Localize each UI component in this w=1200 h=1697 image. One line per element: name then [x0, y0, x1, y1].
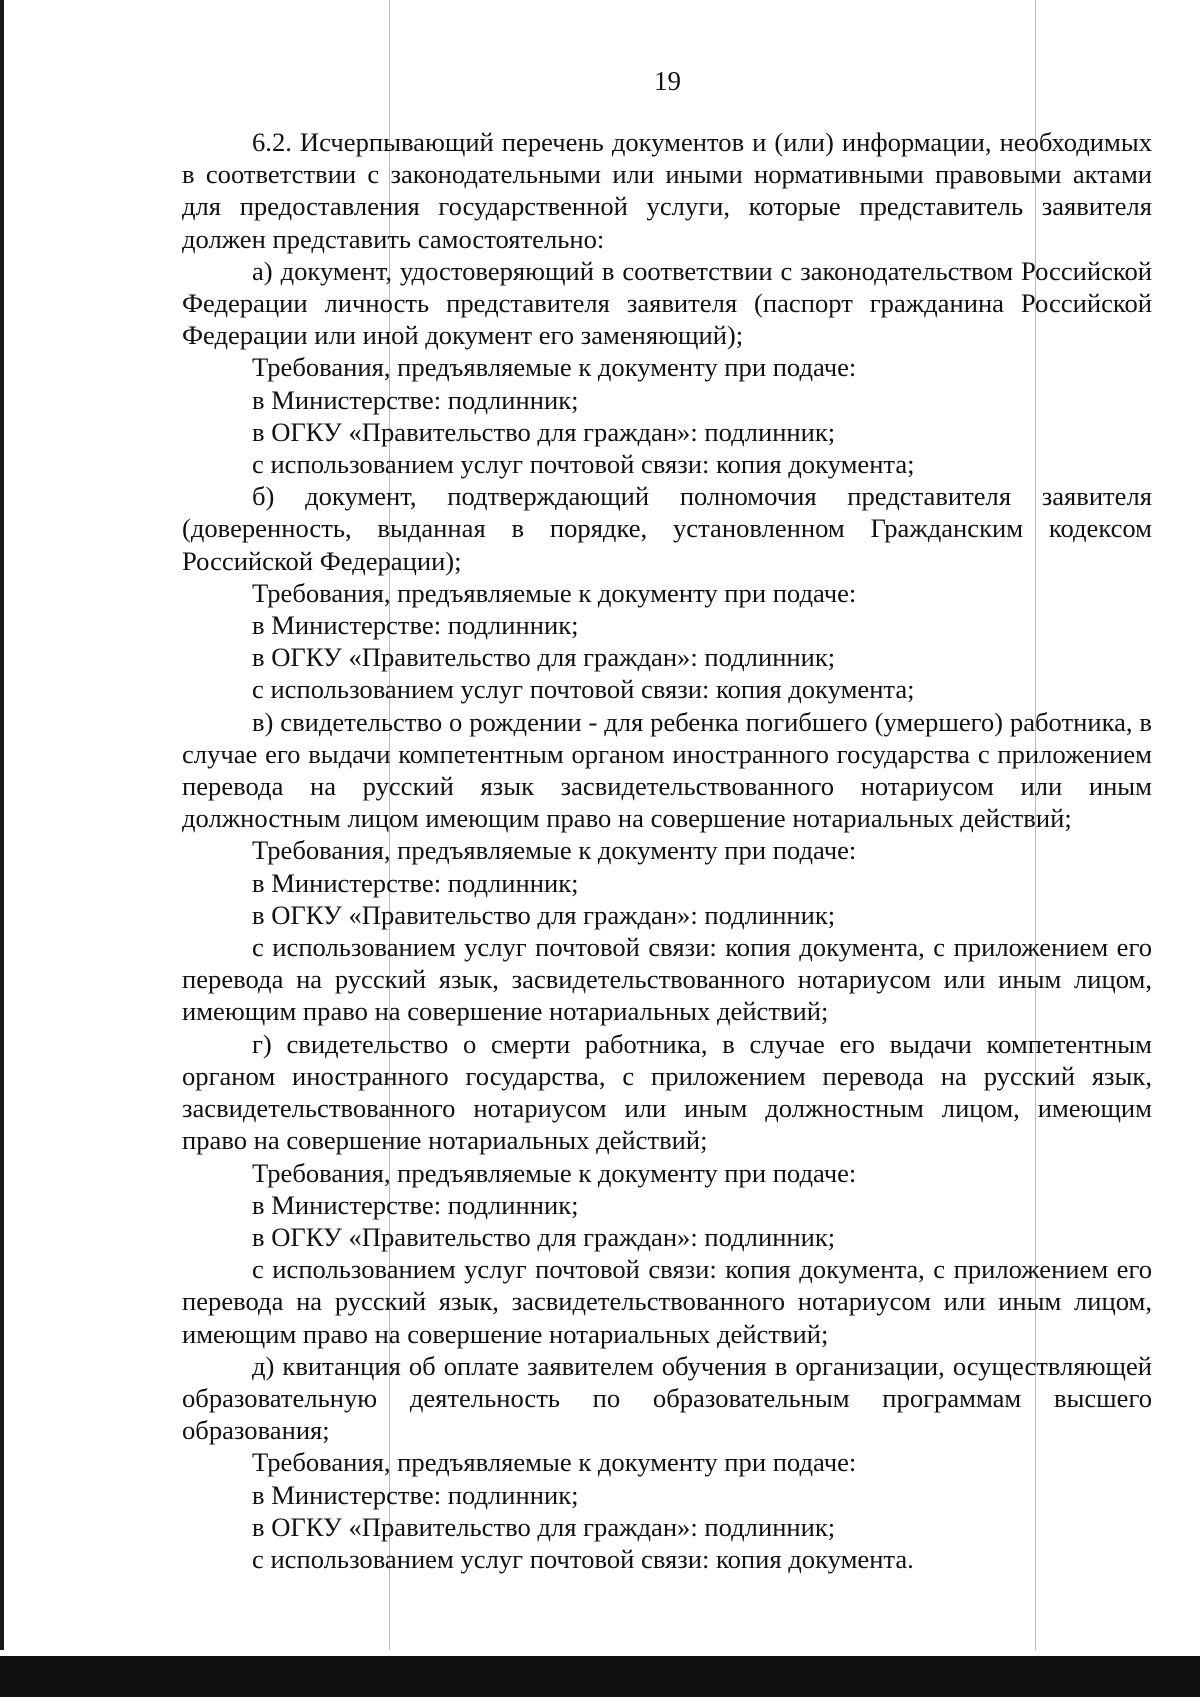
scan-left-edge	[0, 0, 4, 1650]
paragraph: с использованием услуг почтовой связи: копия документа;	[252, 449, 915, 480]
paragraph: Требования, предъявляемые к документу при подаче:	[252, 352, 857, 383]
paragraph: в Министерстве: подлинник;	[252, 1479, 579, 1510]
paragraph: а) документ, удостоверяющий в соответствии с законодательством Российской Федерации личность представителя заявителя (паспорт гражданина Российской Федерации или иной документ его заменяющий);	[182, 255, 1152, 351]
paragraph: 6.2. Исчерпывающий перечень документов и (или) информации, необходимых в соответствии с законодательными или иными нормативными правовыми актами для предоставления государственной услуги, которые представитель заявителя должен представить самостоятельно:	[182, 127, 1152, 254]
paragraph: в ОГКУ «Правительство для граждан»: подлинник;	[252, 416, 836, 447]
paragraph: с использованием услуг почтовой связи: копия документа.	[252, 1543, 914, 1574]
paragraph: в Министерстве: подлинник;	[252, 610, 579, 641]
paragraph: в Министерстве: подлинник;	[252, 1189, 579, 1220]
paragraph: с использованием услуг почтовой связи: копия документа, с приложением его перевода на русский язык, засвидетельствованного нотариусом или иным лицом, имеющим право на совершение нотариальных действий;	[182, 1254, 1152, 1349]
page-number: 19	[654, 66, 681, 96]
paragraph: в ОГКУ «Правительство для граждан»: подлинник;	[252, 642, 836, 673]
paragraph: в Министерстве: подлинник;	[252, 867, 579, 898]
paragraph: с использованием услуг почтовой связи: копия документа, с приложением его перевода на русский язык, засвидетельствованного нотариусом или иным лицом, имеющим право на совершение нотариальных действий;	[182, 932, 1152, 1027]
paragraph: в) свидетельство о рождении - для ребенка погибшего (умершего) работника, в случае его выдачи компетентным органом иностранного государства с приложением перевода на русский язык засвидетельствованного нотариусом или иным должностным лицом имеющим право на совершение нотариальных действий;	[182, 706, 1152, 834]
paragraph: в ОГКУ «Правительство для граждан»: подлинник;	[252, 1511, 836, 1542]
paragraph: в ОГКУ «Правительство для граждан»: подлинник;	[252, 899, 836, 930]
paragraph: г) свидетельство о смерти работника, в случае его выдачи компетентным органом иностранного государства, с приложением перевода на русский язык, засвидетельствованного нотариусом или иным должностным лицом, имеющим право на совершение нотариальных действий;	[182, 1028, 1152, 1156]
paragraph: в ОГКУ «Правительство для граждан»: подлинник;	[252, 1221, 836, 1252]
paragraph: б) документ, подтверждающий полномочия представителя заявителя (доверенность, выданная в порядке, установленном Гражданским кодексом Российской Федерации);	[182, 481, 1152, 576]
paragraph: Требования, предъявляемые к документу при подаче:	[252, 577, 857, 608]
paragraph: в Министерстве: подлинник;	[252, 384, 579, 415]
scan-bottom-band	[0, 1656, 1200, 1697]
paragraph: Требования, предъявляемые к документу при подаче:	[252, 1447, 857, 1478]
paragraph: с использованием услуг почтовой связи: копия документа;	[252, 674, 915, 705]
paragraph: д) квитанция об оплате заявителем обучения в организации, осуществляющей образовательную деятельность по образовательным программам высшего образования;	[182, 1350, 1152, 1446]
paragraph: Требования, предъявляемые к документу при подаче:	[252, 1157, 857, 1188]
paragraph: Требования, предъявляемые к документу при подаче:	[252, 835, 857, 866]
document-body	[182, 126, 1152, 1575]
